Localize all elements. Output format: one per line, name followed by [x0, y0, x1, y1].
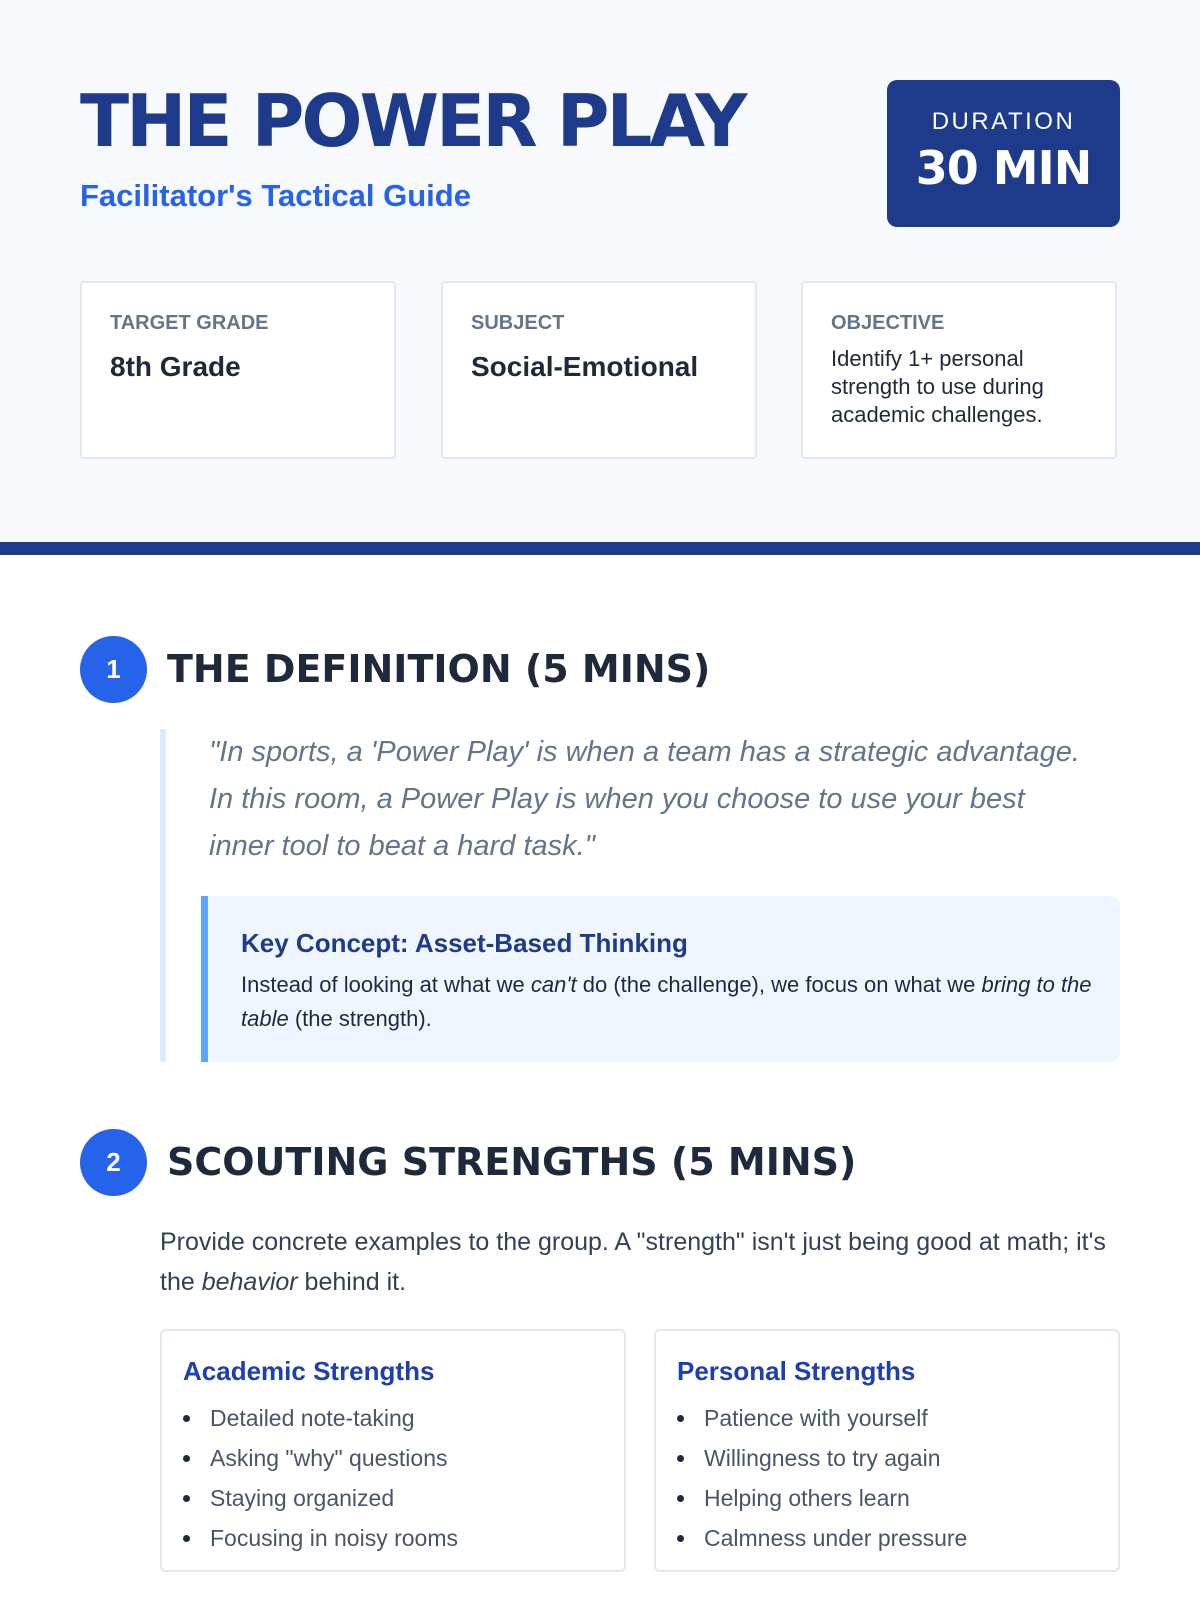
academic-strengths-list: [183, 1398, 458, 1558]
key-concept-emphasis-table: bring to the table: [241, 972, 1092, 1031]
bullet-icon: [677, 1535, 684, 1542]
list-item-text: Detailed note-taking: [210, 1405, 415, 1431]
header-divider: [0, 542, 1200, 555]
list-item: [677, 1398, 967, 1438]
section-2-intro-part: Provide concrete examples to the group. A "strength" isn't just being good at math; it's the: [160, 1228, 1106, 1296]
duration-value: 30 MIN: [915, 141, 1092, 195]
list-item-text: Patience with yourself: [704, 1405, 928, 1431]
list-item: [677, 1438, 967, 1478]
key-concept-text-part: Instead of looking at what we: [241, 972, 531, 997]
personal-strengths-list: [677, 1398, 967, 1558]
list-item: [183, 1518, 458, 1558]
academic-strengths-title: Academic Strengths: [183, 1356, 435, 1386]
list-item: [677, 1518, 967, 1558]
objective-card: [801, 281, 1117, 459]
bullet-icon: [183, 1495, 190, 1502]
list-item-text: Staying organized: [210, 1485, 395, 1511]
definition-quote: "In sports, a 'Power Play' is when a team has a strategic advantage. In this room, a Power Play is when you choose to use your best inner tool to beat a hard task.": [209, 736, 1080, 862]
section-2-intro-part: behind it.: [297, 1268, 407, 1296]
bullet-icon: [183, 1455, 190, 1462]
target-grade-value: 8th Grade: [110, 351, 241, 382]
guide-header: [0, 0, 1200, 542]
page-title: THE POWER PLAY: [80, 79, 745, 163]
bullet-icon: [677, 1455, 684, 1462]
key-concept-text-part: do (the challenge), we focus on what we: [576, 972, 982, 997]
objective-text: Identify 1+ personal strength to use during academic challenges.: [831, 346, 1044, 427]
bullet-icon: [677, 1495, 684, 1502]
section-1-title: THE DEFINITION (5 MINS): [167, 647, 711, 691]
duration-badge: [887, 80, 1120, 227]
key-concept-text-part: (the strength).: [288, 1006, 432, 1031]
personal-strengths-title: Personal Strengths: [677, 1356, 916, 1386]
list-item-text: Asking "why" questions: [210, 1445, 448, 1471]
section-2-number-badge: 2: [80, 1129, 147, 1196]
key-concept-text: [241, 968, 1101, 1036]
bullet-icon: [183, 1535, 190, 1542]
list-item: [183, 1478, 458, 1518]
list-item: [183, 1398, 458, 1438]
page-subtitle: Facilitator's Tactical Guide: [80, 178, 471, 213]
duration-label: DURATION: [931, 108, 1076, 135]
target-grade-label: TARGET GRADE: [110, 312, 269, 334]
section-1-number-badge: 1: [80, 636, 147, 703]
personal-strengths-card: [654, 1329, 1120, 1572]
list-item-text: Willingness to try again: [704, 1445, 941, 1471]
bullet-icon: [677, 1415, 684, 1422]
subject-label: SUBJECT: [471, 312, 565, 334]
list-item-text: Helping others learn: [704, 1485, 910, 1511]
key-concept-emphasis-cant: can't: [530, 972, 577, 997]
key-concept-title: Key Concept: Asset-Based Thinking: [241, 928, 688, 958]
key-concept-callout: [201, 896, 1120, 1062]
academic-strengths-card: [160, 1329, 626, 1572]
list-item-text: Calmness under pressure: [704, 1525, 968, 1551]
list-item-text: Focusing in noisy rooms: [210, 1525, 458, 1551]
target-grade-card: [80, 281, 396, 459]
list-item: [183, 1438, 458, 1478]
section-2-intro: [160, 1222, 1120, 1302]
objective-label: OBJECTIVE: [831, 312, 945, 334]
bullet-icon: [183, 1415, 190, 1422]
subject-card: [441, 281, 757, 459]
section-2-intro-emphasis: behavior: [201, 1268, 298, 1296]
section-2-title: SCOUTING STRENGTHS (5 MINS): [167, 1140, 857, 1184]
subject-value: Social-Emotional: [471, 351, 699, 382]
list-item: [677, 1478, 967, 1518]
